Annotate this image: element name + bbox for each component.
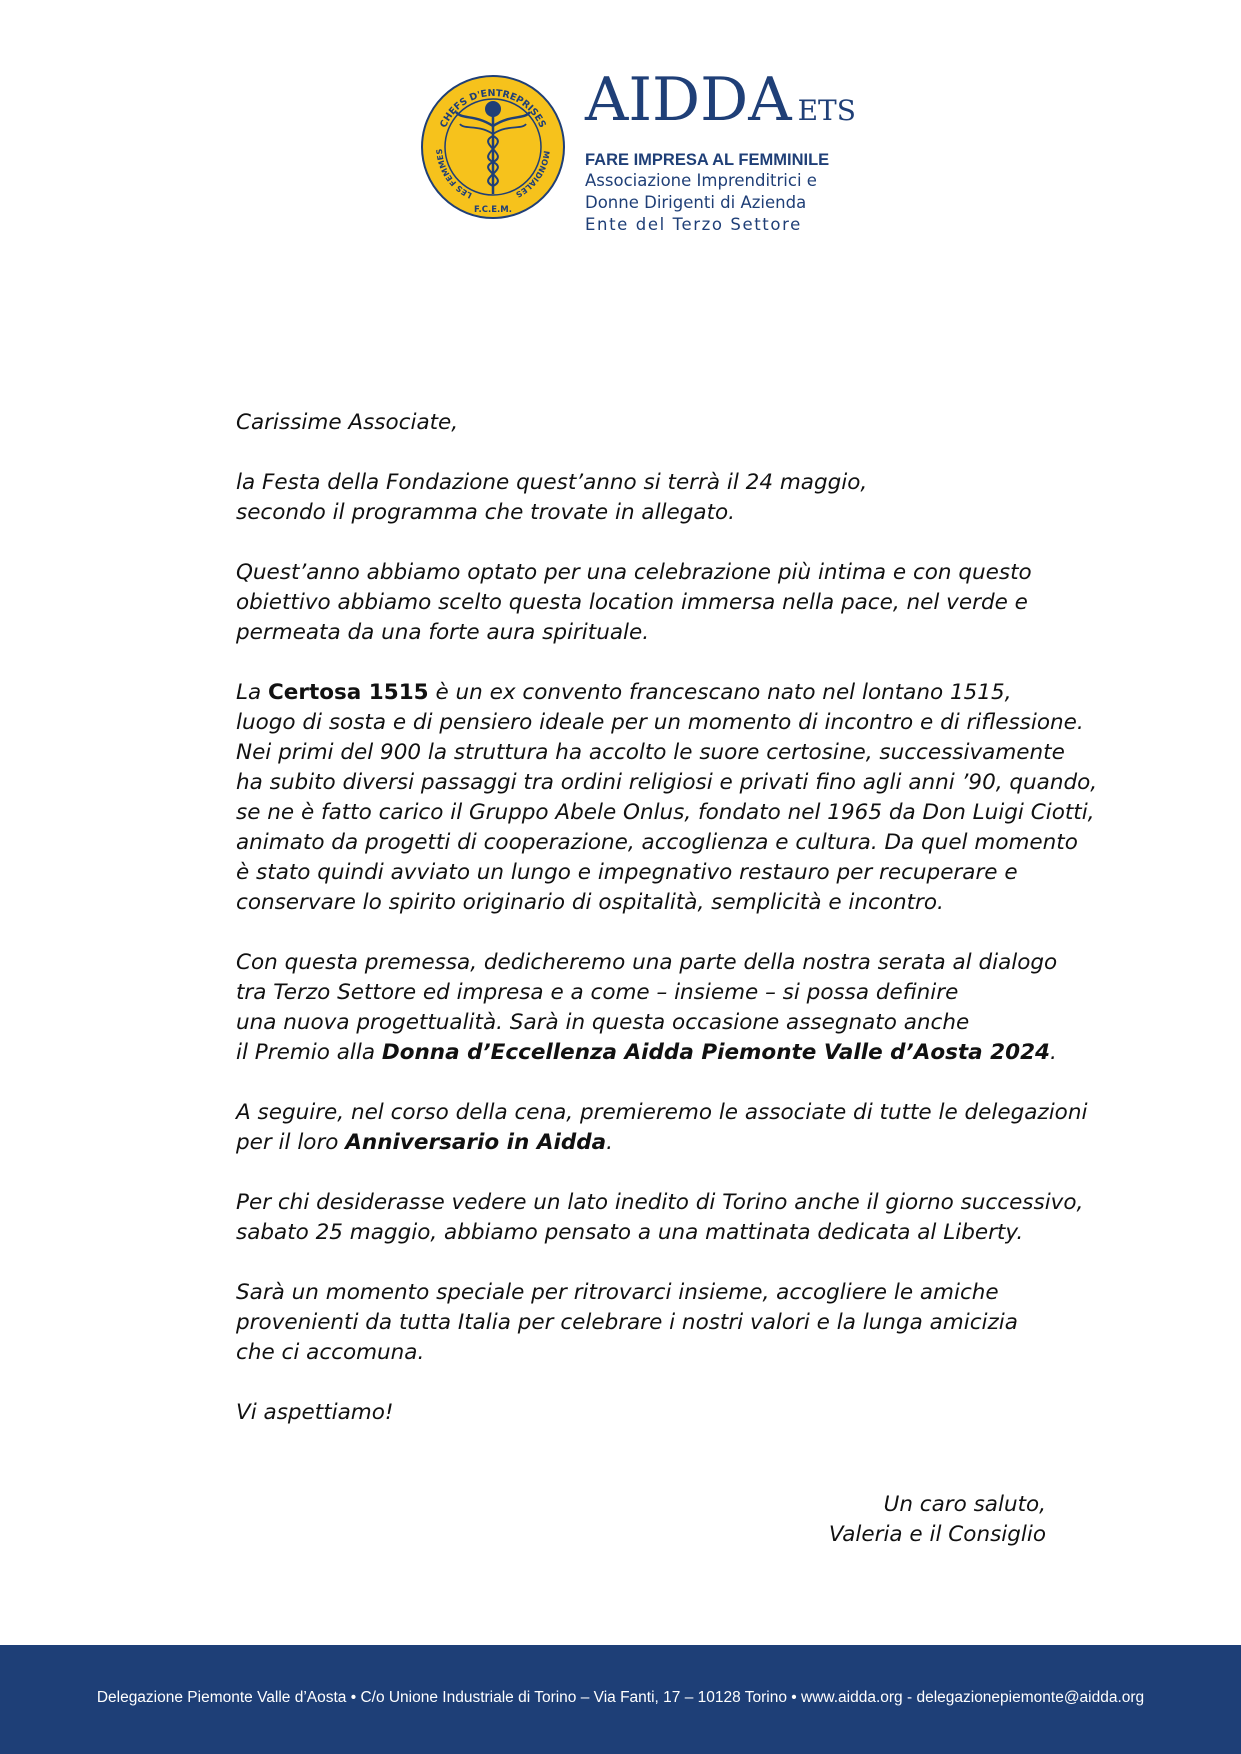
seal-left-text: LES FEMMES bbox=[434, 148, 474, 201]
brand-suffix: ETS bbox=[797, 94, 856, 127]
paragraph-certosa: La Certosa 1515 è un ex convento francescano nato nel lontano 1515, luogo di sosta e di pensiero ideale per un momento di incontro e di riflessione. Nei primi del 900 la struttura ha accolto le suore certosine, successivamente ha subito diversi passaggi tra ordini religiosi e privati fino agli anni ’90, quando, se ne è fatto carico il Gruppo Abele Onlus, fondato nel 1965 da Don Luigi Ciotti, animato da progetti di cooperazione, accoglienza e cultura. Da quel momento è stato quindi avviato un lungo e impegnativo restauro per recuperare e conservare lo spirito originario di ospitalità, semplicità e incontro. bbox=[236, 680, 1098, 915]
seal-bottom-text: F.C.E.M. bbox=[474, 205, 512, 215]
brand-line-2: Donne Dirigenti di Azienda bbox=[585, 193, 807, 212]
footer-bar bbox=[0, 1645, 1241, 1754]
paragraph-premio: Con questa premessa, dedicheremo una parte della nostra serata al dialogo tra Terzo Settore ed impresa e a come – insieme – si possa definire una nuova progettualità. Sarà in questa occasione assegnato anche il Premio alla Donna d’Eccellenza Aidda Piemonte Valle d’Aosta 2024. bbox=[236, 950, 1058, 1065]
fcem-seal-logo bbox=[420, 74, 566, 220]
letter-body bbox=[236, 408, 1098, 1458]
seal-top-text: CHEFS D'ENTREPRISES bbox=[438, 87, 548, 130]
paragraph-celebrazione: Quest’anno abbiamo optato per una celebrazione più intima e con questo obiettivo abbiamo scelto questa location immersa nella pace, nel verde e permeata da una forte aura spirituale. bbox=[236, 560, 1032, 645]
paragraph-momento: Sarà un momento speciale per ritrovarci insieme, accogliere le amiche provenienti da tutta Italia per celebrare i nostri valori e la lunga amicizia che ci accomuna. bbox=[236, 1280, 1018, 1365]
brand-line-3: Ente del Terzo Settore bbox=[585, 215, 802, 234]
certosa-name: Certosa 1515 bbox=[268, 680, 429, 705]
seal-right-text: MONDIALES bbox=[514, 150, 551, 200]
signature-name: Valeria e il Consiglio bbox=[828, 1522, 1046, 1547]
signature-salutation: Un caro saluto, bbox=[883, 1492, 1046, 1517]
brand-name: AIDDA bbox=[585, 65, 792, 135]
brand-line-1: Associazione Imprenditrici e bbox=[585, 171, 817, 190]
award-name: Donna d’Eccellenza Aidda Piemonte Valle d’Aosta 2024 bbox=[381, 1040, 1051, 1065]
brand-tagline: FARE IMPRESA AL FEMMINILE bbox=[585, 151, 830, 169]
footer-contact-text: Delegazione Piemonte Valle d’Aosta • C/o Unione Industriale di Torino – Via Fanti, 17 – 10128 Torino • www.aidda.org - delegazionepiemonte@aidda.org bbox=[96, 1689, 1145, 1706]
letter-greeting: Carissime Associate, bbox=[236, 410, 459, 435]
signature bbox=[829, 1490, 1046, 1550]
brand-title bbox=[585, 65, 856, 141]
anniversary-label: Anniversario in Aidda bbox=[345, 1130, 607, 1155]
paragraph-festa: la Festa della Fondazione quest’anno si terrà il 24 maggio, secondo il programma che trovate in allegato. bbox=[236, 470, 868, 525]
letter-closing: Vi aspettiamo! bbox=[236, 1400, 394, 1425]
paragraph-liberty: Per chi desiderasse vedere un lato inedito di Torino anche il giorno successivo, sabato 25 maggio, abbiamo pensato a una mattinata dedicata al Liberty. bbox=[236, 1190, 1084, 1245]
paragraph-anniversario: A seguire, nel corso della cena, premieremo le associate di tutte le delegazioni per il loro Anniversario in Aidda. bbox=[236, 1100, 1088, 1155]
letterhead bbox=[420, 65, 856, 234]
brand-block bbox=[585, 65, 856, 236]
